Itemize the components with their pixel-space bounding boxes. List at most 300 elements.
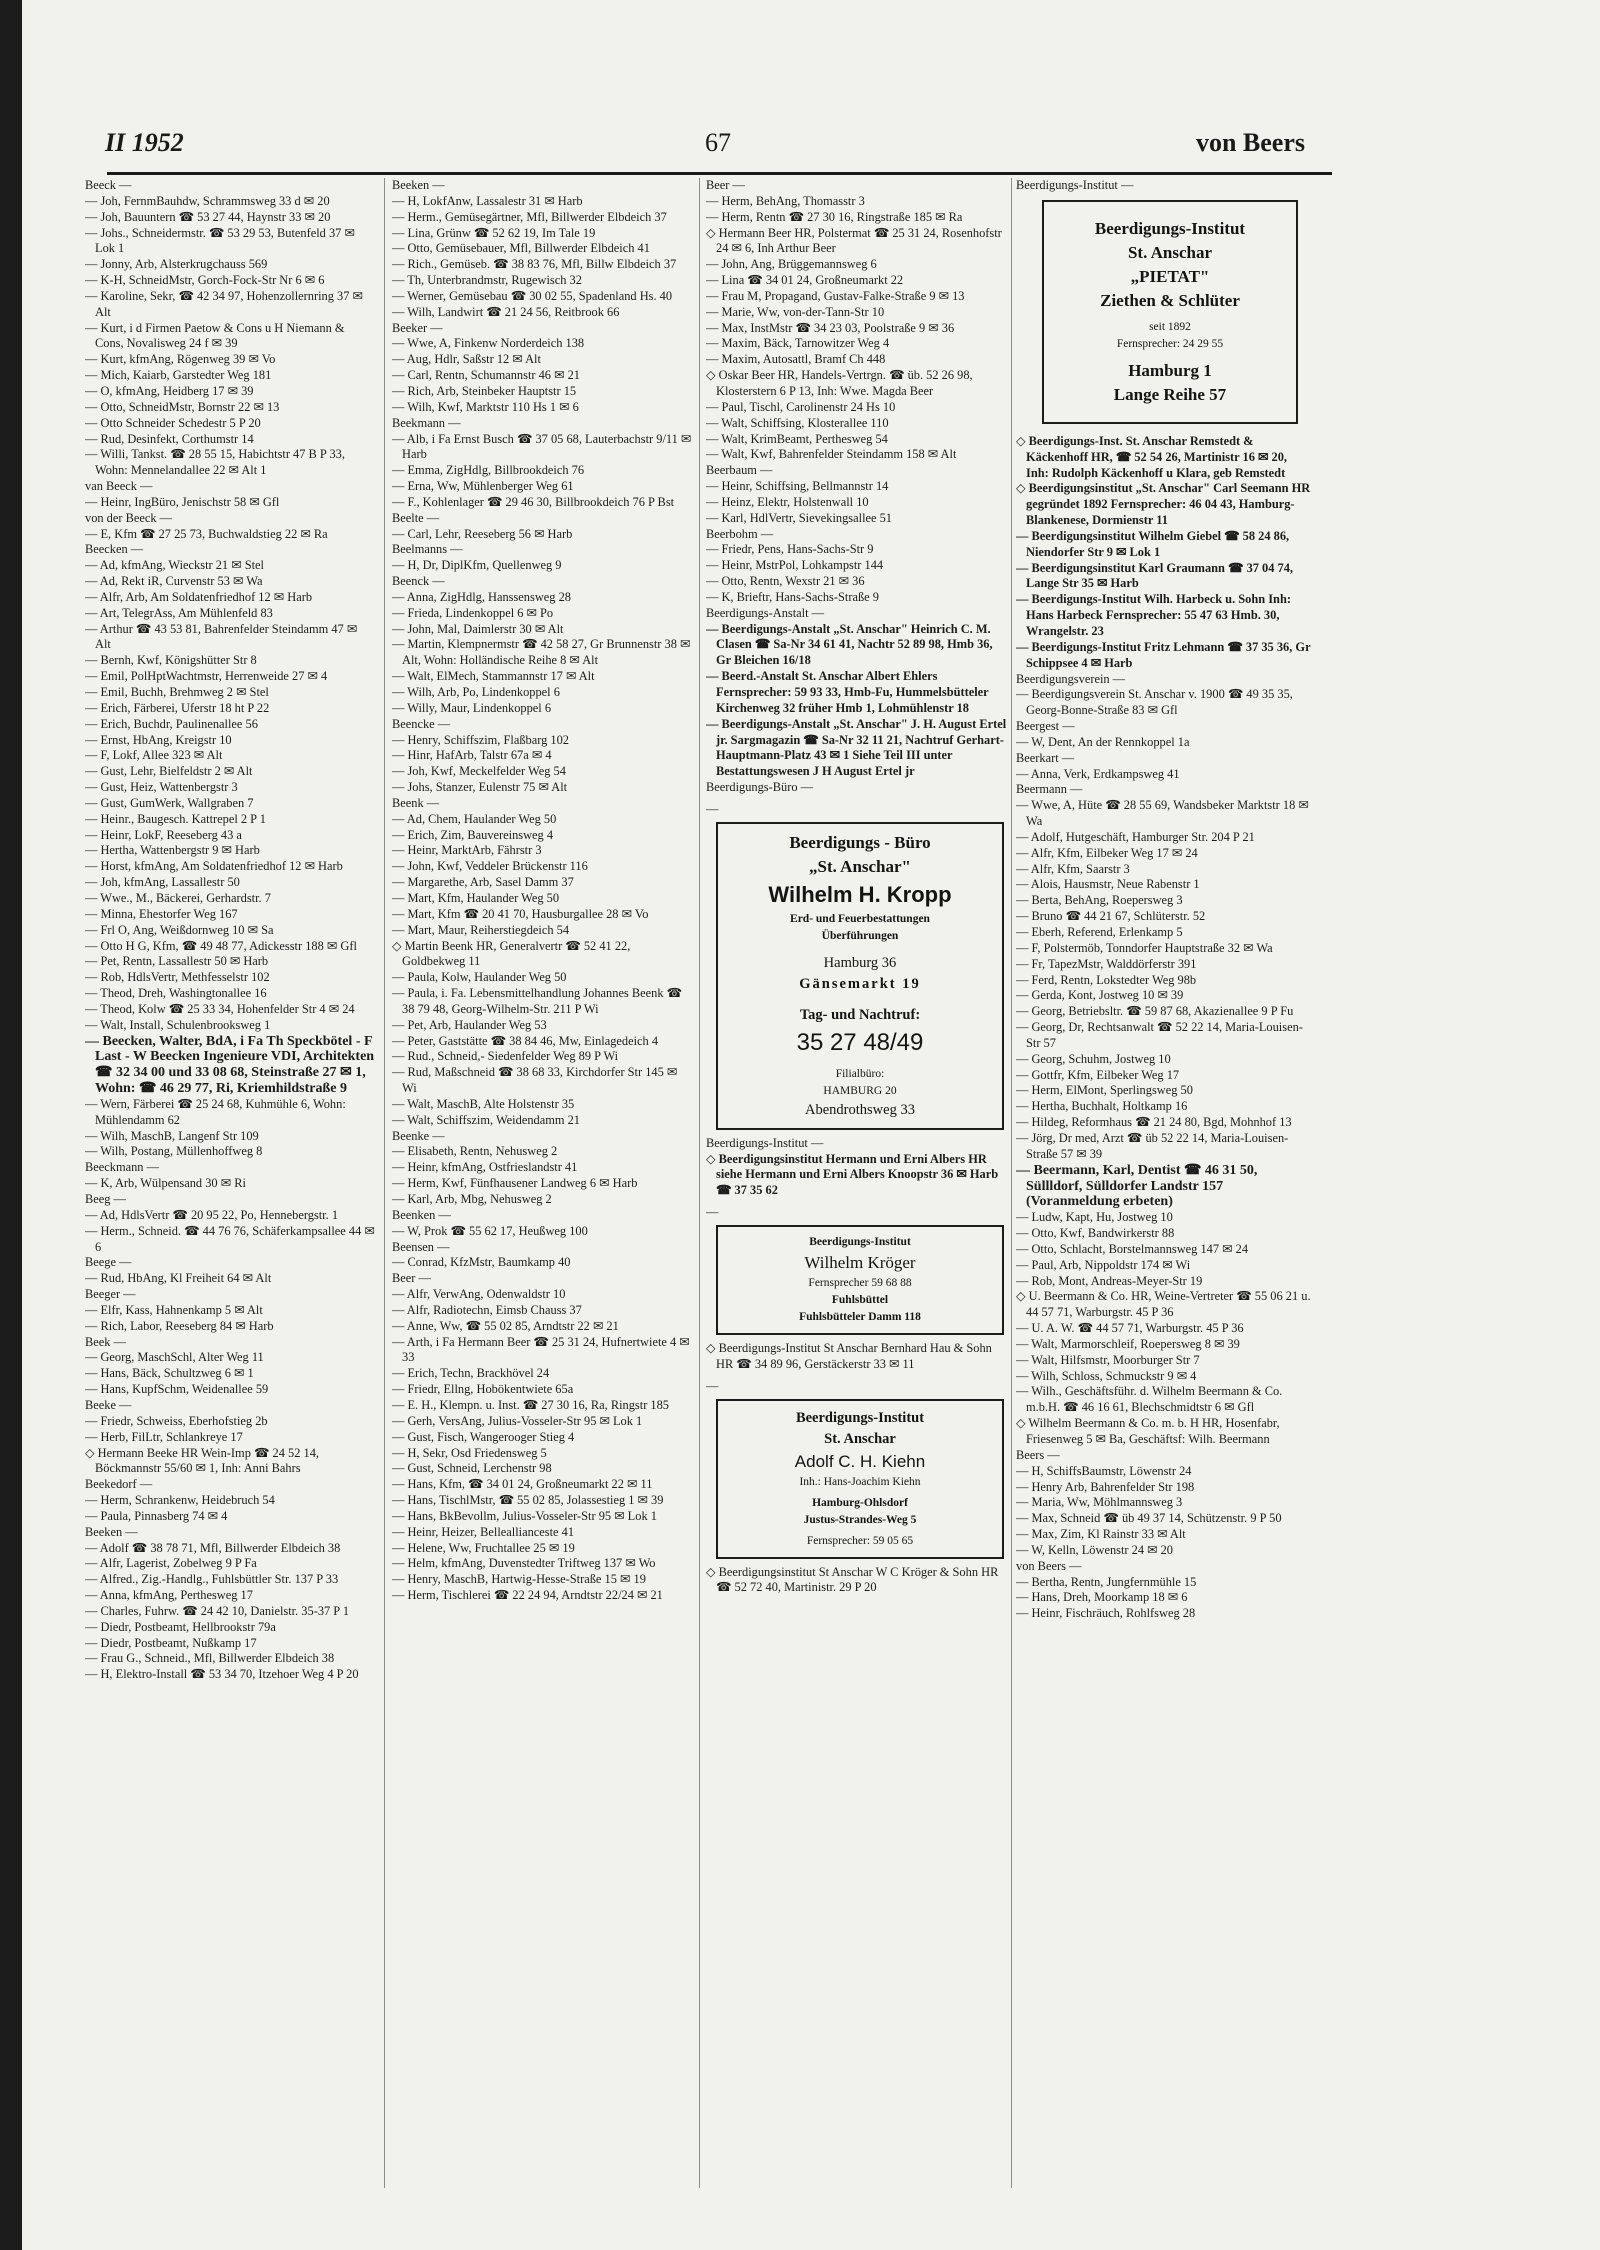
directory-entry: — Wilh, Landwirt ☎ 21 24 56, Reitbrook 66	[392, 304, 620, 319]
directory-entry: — Ad, Chem, Haulander Weg 50	[392, 811, 557, 826]
directory-entry: — Wwe, A, Finkenw Norderdeich 138	[392, 336, 585, 351]
directory-entry: — K, Brieftr, Hans-Sachs-Straße 9	[706, 589, 879, 604]
surname-heading: Beelte —	[392, 510, 440, 525]
directory-entry: — Rud, Desinfekt, Corthumstr 14	[85, 431, 254, 446]
directory-entry: — Walt, Hilfsmstr, Moorburger Str 7	[1016, 1352, 1200, 1367]
surname-heading: Beekedorf —	[85, 1477, 153, 1492]
directory-entry: — Anna, ZigHdlg, Hanssensweg 28	[392, 589, 571, 604]
directory-entry: — Beerdigungs-Institut Wilh. Harbeck u. Sohn Inh: Hans Harbeck Fernsprecher: 55 47 63 Hmb. 30, Wrangelstr. 23	[1016, 592, 1291, 638]
directory-entry: ◇ U. Beermann & Co. HR, Weine-Vertreter ☎ 55 06 21 u. 44 57 71, Warburgstr. 45 P 36	[1016, 1289, 1311, 1320]
surname-heading: Beenck —	[392, 574, 445, 589]
directory-entry: — Walt, Kwf, Bahrenfelder Steindamm 158 ✉ Alt	[706, 447, 957, 462]
directory-entry: — Herm, BehAng, Thomasstr 3	[706, 193, 865, 208]
directory-entry: — Beerdigungs-Institut Fritz Lehmann ☎ 37 35 36, Gr Schippsee 4 ✉ Harb	[1016, 639, 1311, 670]
directory-entry: — Jonny, Arb, Alsterkrugchauss 569	[85, 257, 268, 272]
column-3-entries	[706, 178, 1008, 796]
directory-entry: — Beerdigungsverein St. Anschar v. 1900 ☎ 49 35 35, Georg-Bonne-Straße 83 ✉ Gfl	[1016, 687, 1293, 718]
directory-entry: — Conrad, KfzMstr, Baumkamp 40	[392, 1255, 571, 1270]
directory-entry: — Gust, Heiz, Wattenbergstr 3	[85, 780, 238, 795]
directory-entry: — Rich., Gemüseb. ☎ 38 83 76, Mfl, Billw Elbdeich 37	[392, 257, 677, 272]
directory-entry: — Beermann, Karl, Dentist ☎ 46 31 50, Süllldorf, Sülldorfer Landstr 157 (Voranmeldung erbeten)	[1016, 1162, 1258, 1210]
directory-entry: — Hans, Bäck, Schultzweg 6 ✉ 1	[85, 1366, 254, 1381]
directory-entry: — Frau M, Propagand, Gustav-Falke-Straße 9 ✉ 13	[706, 288, 965, 303]
directory-entry: ◇ Wilhelm Beermann & Co. m. b. H HR, Hosenfabr, Friesenweg 5 ✉ Ba, Geschäftsf: Wilh. Beermann	[1016, 1416, 1280, 1446]
directory-entry: — Heinr, IngBüro, Jenischstr 58 ✉ Gfl	[85, 494, 280, 509]
directory-entry: — Willi, Tankst. ☎ 28 55 15, Habichtstr 47 B P 33, Wohn: Mennelandallee 22 ✉ Alt 1	[85, 447, 345, 478]
directory-entry: — H, SchiffsBaumstr, Löwenstr 24	[1016, 1463, 1192, 1478]
directory-entry: ◇ Hermann Beeke HR Wein-Imp ☎ 24 52 14, Böckmannstr 55/60 ✉ 1, Inh: Anni Bahrs	[85, 1445, 319, 1476]
directory-entry: — Gerh, VersAng, Julius-Vosseler-Str 95 ✉ Lok 1	[392, 1413, 643, 1428]
ad-line: Hamburg-Ohlsdorf	[812, 1496, 908, 1509]
directory-entry: — Th, Unterbrandmstr, Rugewisch 32	[392, 273, 582, 288]
directory-entry: — Frl O, Ang, Weißdornweg 10 ✉ Sa	[85, 922, 274, 937]
directory-entry: — Walt, ElMech, Stammannstr 17 ✉ Alt	[392, 669, 595, 684]
directory-entry: — Otto H G, Kfm, ☎ 49 48 77, Adickesstr 188 ✉ Gfl	[85, 938, 357, 953]
directory-entry: — Ad, Rekt iR, Curvenstr 53 ✉ Wa	[85, 574, 263, 589]
ad-line: Hamburg 1	[1128, 360, 1212, 380]
directory-entry: — Adolf, Hutgeschäft, Hamburger Str. 204 P 21	[1016, 829, 1255, 844]
ad-line: Beerdigungs - Büro	[789, 832, 931, 852]
directory-entry: — Mart, Maur, Reiherstiegdeich 54	[392, 922, 570, 937]
directory-entry: — Walt, Marmorschleif, Roepersweg 8 ✉ 39	[1016, 1336, 1240, 1351]
directory-entry: — Karl, Arb, Mbg, Nehusweg 2	[392, 1192, 552, 1206]
directory-entry: — Beerdigungsinstitut Karl Graumann ☎ 37 04 74, Lange Str 35 ✉ Harb	[1016, 560, 1294, 591]
ad-line: Inh.: Hans-Joachim Kiehn	[799, 1475, 921, 1488]
column-divider	[699, 178, 700, 2188]
directory-entry: — Gerda, Kont, Jostweg 10 ✉ 39	[1016, 988, 1184, 1003]
surname-heading: Beencke —	[392, 716, 451, 731]
surname-heading: Beermann —	[1016, 782, 1083, 797]
directory-entry: — Rob, Mont, Andreas-Meyer-Str 19	[1016, 1273, 1203, 1288]
directory-entry: — Heinz, Elektr, Holstenwall 10	[706, 494, 869, 509]
directory-entry: — Karoline, Sekr, ☎ 42 34 97, Hohenzollernring 37 ✉ Alt	[85, 288, 363, 319]
directory-entry: — Wilh, MaschB, Langenf Str 109	[85, 1128, 259, 1143]
directory-entry: — Wilh., Geschäftsführ. d. Wilhelm Beermann & Co. m.b.H. ☎ 46 16 61, Blechschmidtstr 6 ✉ Gfl	[1016, 1384, 1283, 1415]
ad-line: Tag- und Nachtruf:	[799, 1006, 921, 1023]
surname-heading: Beer —	[392, 1271, 431, 1286]
directory-entry: — Jörg, Dr med, Arzt ☎ üb 52 22 14, Maria-Louisen-Straße 57 ✉ 39	[1016, 1130, 1289, 1161]
directory-entry: — Horst, kfmAng, Am Soldatenfriedhof 12 ✉ Harb	[85, 859, 343, 874]
directory-entry: — Ludw, Kapt, Hu, Jostweg 10	[1016, 1210, 1173, 1225]
surname-heading: Beer —	[706, 178, 745, 192]
directory-entry: — Georg, MaschSchl, Alter Weg 11	[85, 1350, 264, 1365]
directory-entry: — Eberh, Referend, Erlenkamp 5	[1016, 925, 1183, 939]
directory-entry: — Wwe., M., Bäckerei, Gerhardstr. 7	[85, 890, 271, 905]
volume-year: II 1952	[105, 128, 184, 157]
surname-heading: Beeg —	[85, 1192, 126, 1206]
directory-entry: — Herm, Kwf, Fünfhausener Landweg 6 ✉ Harb	[392, 1176, 638, 1191]
directory-entry: — Minna, Ehestorfer Weg 167	[85, 906, 238, 921]
directory-entry: — Friedr, Schweiss, Eberhofstieg 2b	[85, 1413, 268, 1428]
ad-line: Filialbüro:	[835, 1067, 885, 1080]
directory-entry: — Maria, Ww, Möhlmannsweg 3	[1016, 1495, 1183, 1510]
surname-heading: Beerdigungs-Anstalt —	[706, 605, 825, 620]
directory-entry: — Emma, ZigHdlg, Billbrookdeich 76	[392, 463, 585, 478]
directory-entry: — Rud, Maßschneid ☎ 38 68 33, Kirchdorfer Str 145 ✉ Wi	[392, 1065, 678, 1096]
ad-box-kroeger	[716, 1225, 1004, 1335]
directory-entry: — H, Sekr, Osd Friedensweg 5	[392, 1445, 547, 1460]
directory-entry: — Georg, Betriebsltr. ☎ 59 87 68, Akazienallee 9 P Fu	[1016, 1004, 1294, 1019]
directory-entry: — Hans, BkBevollm, Julius-Vosseler-Str 95 ✉ Lok 1	[392, 1508, 657, 1523]
directory-entry: — Werner, Gemüsebau ☎ 30 02 55, Spadenland Hs. 40	[392, 288, 673, 303]
column-divider	[384, 178, 385, 2188]
running-head: von Beers	[1195, 128, 1305, 157]
directory-entry: — Kurt, i d Firmen Paetow & Cons u H Niemann & Cons, Novalisweg 24 f ✉ 39	[85, 320, 345, 351]
directory-entry: — Rud., Schneid,- Siedenfelder Weg 89 P Wi	[392, 1049, 619, 1064]
directory-entry: — H, Elektro-Install ☎ 53 34 70, Itzehoer Weg 4 P 20	[85, 1667, 359, 1682]
surname-heading: Beerbaum —	[706, 463, 773, 478]
directory-entry: — Heinr, MarktArb, Fährstr 3	[392, 843, 542, 858]
directory-entry: — Gottfr, Kfm, Eilbeker Weg 17	[1016, 1067, 1180, 1082]
directory-entry: — Paul, Tischl, Carolinenstr 24 Hs 10	[706, 399, 896, 414]
surname-heading: Beek —	[85, 1334, 126, 1349]
directory-entry: — Alfr, Radiotechn, Eimsb Chauss 37	[392, 1302, 582, 1317]
directory-entry: ◇ Beerdigungs-Institut St Anschar Bernhard Hau & Sohn HR ☎ 34 89 96, Gerstäckerstr 33 ✉ 11	[706, 1340, 992, 1371]
ad-line: Beerdigungs-Institut	[795, 1409, 925, 1426]
directory-entry: — Heinr, kfmAng, Ostfrieslandstr 41	[392, 1160, 578, 1175]
ad-box-kiehn	[716, 1399, 1004, 1559]
ad-line: Wilhelm Kröger	[804, 1252, 916, 1272]
directory-entry: ◇ Hermann Beer HR, Polstermat ☎ 25 31 24, Rosenhofstr 24 ✉ 6, Inh Arthur Beer	[706, 225, 1002, 256]
ad-line: Adolf C. H. Kiehn	[794, 1451, 926, 1471]
directory-entry: — John, Kwf, Veddeler Brückenstr 116	[392, 859, 588, 874]
surname-heading: von der Beeck —	[85, 510, 173, 525]
directory-entry: — Otto Schneider Schedestr 5 P 20	[85, 415, 261, 430]
directory-entry: — Wilh, Schloss, Schmuckstr 9 ✉ 4	[1016, 1368, 1197, 1383]
column-3-entries-b	[706, 1136, 1008, 1199]
directory-entry: — E. H., Klempn. u. Inst. ☎ 27 30 16, Ra, Ringstr 185	[392, 1397, 670, 1412]
ad-line: Abendrothsweg 33	[805, 1101, 915, 1118]
ad-line: St. Anschar	[824, 1430, 896, 1447]
directory-entry: ◇ Beerdigungsinstitut St Anschar W C Kröger & Sohn HR ☎ 52 72 40, Martinistr. 29 P 20	[706, 1564, 999, 1595]
surname-heading: Beerdigungs-Institut —	[706, 1135, 824, 1150]
surname-heading: von Beers —	[1016, 1558, 1082, 1573]
surname-heading: Beekmann —	[392, 415, 461, 430]
directory-entry: — Alfr, Kfm, Saarstr 3	[1016, 861, 1130, 876]
directory-entry: — Hertha, Buchhalt, Holtkamp 16	[1016, 1099, 1188, 1114]
directory-entry: — E, Kfm ☎ 27 25 73, Buchwaldstieg 22 ✉ Ra	[85, 526, 328, 541]
directory-entry: — Karl, HdlVertr, Sievekingsallee 51	[706, 510, 893, 525]
directory-entry: — Gust, Fisch, Wangerooger Stieg 4	[392, 1429, 575, 1444]
directory-entry: — Walt, MaschB, Alte Holstenstr 35	[392, 1096, 575, 1111]
directory-entry: — Erich, Buchdr, Paulinenallee 56	[85, 716, 258, 731]
directory-entry: — Carl, Rentn, Schumannstr 46 ✉ 21	[392, 368, 580, 383]
column-4-entries	[1016, 434, 1312, 1622]
directory-entry: — Henry, Schiffszim, Flaßbarg 102	[392, 732, 570, 747]
directory-entry: — Henry, MaschB, Hartwig-Hesse-Straße 15 ✉ 19	[392, 1572, 646, 1587]
directory-entry: — Friedr, Pens, Hans-Sachs-Str 9	[706, 542, 874, 557]
surname-heading: Beergest —	[1016, 719, 1075, 734]
directory-entry: — Kurt, kfmAng, Rögenweg 39 ✉ Vo	[85, 352, 276, 367]
ad-line: „PIETAT"	[1130, 266, 1210, 286]
directory-entry: — Alfr, Arb, Am Soldatenfriedhof 12 ✉ Harb	[85, 589, 313, 604]
directory-entry: — Heinr., Baugesch. Kattrepel 2 P 1	[85, 811, 266, 826]
ad-line: Gänsemarkt 19	[799, 975, 921, 992]
directory-entry: — Walt, KrimBeamt, Perthesweg 54	[706, 431, 888, 446]
directory-entry: — Beerdigungs-Anstalt „St. Anschar" Heinrich C. M. Clasen ☎ Sa-Nr 34 61 41, Nachtr 52 89 98, Hmb 36, Gr Bleichen 16/18	[706, 621, 993, 668]
directory-entry: — Rob, HdlsVertr, Methfesselstr 102	[85, 970, 270, 985]
directory-entry: — Maxim, Bäck, Tarnowitzer Weg 4	[706, 336, 890, 351]
directory-entry: — Erich, Techn, Brackhövel 24	[392, 1366, 550, 1381]
directory-entry: — Alfred., Zig.-Handlg., Fuhlsbüttler Str. 137 P 33	[85, 1572, 339, 1587]
ad-line: Wilhelm H. Kropp	[768, 881, 952, 907]
surname-heading: Beenken —	[392, 1207, 451, 1222]
directory-entry: ◇ Beerdigungsinstitut „St. Anschar" Carl Seemann HR gegründet 1892 Fernsprecher: 46 04 43, Hamburg-Blankenese, Dormienstr 11	[1016, 481, 1311, 528]
directory-entry: ◇ Martin Beenk HR, Generalvertr ☎ 52 41 22, Goldbekweg 11	[392, 938, 631, 969]
surname-heading: Beelmanns —	[392, 542, 463, 557]
surname-heading: Beerdigungs-Büro —	[706, 780, 814, 795]
directory-entry: — Walt, Install, Schulenbrooksweg 1	[85, 1017, 271, 1032]
directory-entry: — Gust, Lehr, Bielfeldstr 2 ✉ Alt	[85, 764, 253, 779]
directory-entry: — Wilh, Arb, Po, Lindenkoppel 6	[392, 685, 560, 699]
directory-entry: ◇ Oskar Beer HR, Handels-Vertrgn. ☎ üb. 52 26 98, Klosterstern 6 P 13, Inh: Wwe. Magda Beer	[706, 368, 973, 398]
directory-entry: — Mart, Kfm ☎ 20 41 70, Hausburgallee 28 ✉ Vo	[392, 906, 649, 921]
directory-entry: — Arth, i Fa Hermann Beer ☎ 25 31 24, Hufnertwiete 4 ✉ 33	[392, 1334, 690, 1365]
directory-entry: — Emil, Buchh, Brehmweg 2 ✉ Stel	[85, 685, 269, 699]
page-header	[85, 122, 1325, 160]
directory-entry: — Rud, HbAng, Kl Freiheit 64 ✉ Alt	[85, 1271, 272, 1286]
ad-line: Hamburg 36	[823, 954, 897, 971]
column-2	[392, 178, 693, 2188]
entry-dash: —	[706, 1205, 719, 1220]
directory-entry: — Wern, Färberei ☎ 25 24 68, Kuhmühle 6, Wohn: Mühlendamm 62	[85, 1096, 346, 1127]
directory-entry: — F, Lokf, Allee 323 ✉ Alt	[85, 748, 223, 763]
surname-heading: Beerbohm —	[706, 526, 774, 541]
directory-entry: — Carl, Lehr, Reeseberg 56 ✉ Harb	[392, 526, 573, 541]
ad-line: Fuhlsbütteler Damm 118	[799, 1310, 921, 1323]
directory-entry: — K-H, SchneidMstr, Gorch-Fock-Str Nr 6 ✉ 6	[85, 273, 325, 288]
directory-entry: — Mart, Kfm, Haulander Weg 50	[392, 890, 560, 905]
directory-entry: — Art, TelegrAss, Am Mühlenfeld 83	[85, 605, 273, 620]
directory-entry: ◇ Beerdigungs-Inst. St. Anschar Remstedt & Käckenhoff HR, ☎ 52 54 26, Martinistr 16 ✉ 20, Inh: Rudolph Käckenhoff u Klara, geb Remstedt	[1016, 433, 1287, 480]
ad-line: „St. Anschar"	[808, 856, 911, 876]
column-divider	[1011, 178, 1012, 2188]
ad-line: Beerdigungs-Institut	[1094, 218, 1246, 238]
directory-entry: — Ad, HdlsVertr ☎ 20 95 22, Po, Hennebergstr. 1	[85, 1207, 339, 1222]
directory-entry: — Wilh, Kwf, Marktstr 110 Hs 1 ✉ 6	[392, 399, 579, 414]
column-3-entries-c	[706, 1341, 1008, 1373]
directory-entry: — Joh, kfmAng, Lassallestr 50	[85, 875, 240, 890]
header-rule	[107, 172, 1332, 175]
directory-entry: — Anna, Verk, Erdkampsweg 41	[1016, 766, 1180, 781]
directory-entry: — Beerdigungsinstitut Wilhelm Giebel ☎ 58 24 86, Niendorfer Str 9 ✉ Lok 1	[1016, 528, 1290, 559]
directory-entry: — F, Polstermöb, Tonndorfer Hauptstraße 32 ✉ Wa	[1016, 940, 1273, 955]
directory-entry: — Heinr, LokF, Reeseberg 43 a	[85, 827, 242, 842]
surname-heading: Beeke —	[85, 1397, 132, 1412]
directory-entry: — Beerdigungs-Anstalt „St. Anschar" J. H. August Ertel jr. Sargmagazin ☎ Sa-Nr 32 11 21, Nachtruf Gerhart-Hauptmann-Platz 43 ✉ 1 Siehe Teil III unter Bestattungswesen J H August Ertel jr	[706, 716, 1007, 779]
directory-entry: — Pet, Arb, Haulander Weg 53	[392, 1017, 547, 1032]
surname-heading: Beeger —	[85, 1287, 136, 1302]
surname-heading: van Beeck —	[85, 479, 153, 494]
ad-line: HAMBURG 20	[823, 1084, 897, 1097]
directory-entry: — Wilh, Postang, Müllenhoffweg 8	[85, 1144, 263, 1159]
directory-entry: — Herm, ElMont, Sperlingsweg 50	[1016, 1083, 1193, 1098]
directory-entry: — W, Dent, An der Rennkoppel 1a	[1016, 734, 1190, 749]
directory-entry: — Herm, Tischlerei ☎ 22 24 94, Arndtstr 22/24 ✉ 21	[392, 1588, 663, 1603]
directory-entry: — H, Dr, DiplKfm, Quellenweg 9	[392, 558, 562, 573]
directory-entry: — K, Arb, Wülpensand 30 ✉ Ri	[85, 1176, 246, 1191]
directory-entry: — Friedr, Ellng, Hobökentwiete 65a	[392, 1382, 574, 1397]
directory-entry: — Herm., Schneid. ☎ 44 76 76, Schäferkampsallee 44 ✉ 6	[85, 1223, 375, 1254]
directory-entry: — John, Ang, Brüggemannsweg 6	[706, 257, 877, 272]
surname-heading: Beege —	[85, 1255, 132, 1270]
directory-entry: — Walt, Schiffsing, Klosterallee 110	[706, 415, 889, 430]
directory-entry: — Peter, Gaststätte ☎ 38 84 46, Mw, Einlagedeich 4	[392, 1033, 659, 1048]
ad-line: seit 1892	[1149, 320, 1191, 333]
directory-entry: — Joh, Kwf, Meckelfelder Weg 54	[392, 764, 566, 779]
directory-entry: — Herm, Rentn ☎ 27 30 16, Ringstraße 185 ✉ Ra	[706, 209, 963, 224]
directory-entry: — Rich, Arb, Steinbeker Hauptstr 15	[392, 383, 577, 398]
directory-entry: — Ad, kfmAng, Wieckstr 21 ✉ Stel	[85, 558, 264, 573]
directory-entry: — Margarethe, Arb, Sasel Damm 37	[392, 875, 574, 890]
ad-line: Erd- und Feuerbestattungen	[790, 912, 930, 925]
directory-entry: — Paula, Pinnasberg 74 ✉ 4	[85, 1508, 228, 1523]
directory-entry: — Lina ☎ 34 01 24, Großneumarkt 22	[706, 273, 904, 288]
column-3	[706, 178, 1008, 2188]
directory-entry: — Anne, Ww, ☎ 55 02 85, Arndtstr 22 ✉ 21	[392, 1318, 619, 1333]
directory-entry: — Herb, FilLtr, Schlankreye 17	[85, 1429, 243, 1444]
directory-entry: — Helene, Ww, Fruchtallee 25 ✉ 19	[392, 1540, 575, 1555]
directory-entry: — Charles, Fuhrw. ☎ 24 42 10, Danielstr. 35-37 P 1	[85, 1603, 350, 1618]
ad-line: Lange Reihe 57	[1113, 384, 1227, 404]
ad-box-kropp	[716, 822, 1004, 1130]
directory-entry: — Otto, SchneidMstr, Bornstr 22 ✉ 13	[85, 399, 280, 414]
directory-entry: — Erich, Zim, Bauvereinsweg 4	[392, 827, 554, 842]
directory-entry: — Heinr, Schiffsing, Bellmannstr 14	[706, 479, 889, 494]
directory-entry: — Martin, Klempnermstr ☎ 42 58 27, Gr Brunnenstr 38 ✉ Alt, Wohn: Holländische Reihe 8 ✉ Alt	[392, 637, 691, 668]
directory-entry: — W, Prok ☎ 55 62 17, Heußweg 100	[392, 1223, 588, 1238]
directory-entry: — Otto, Kwf, Bandwirkerstr 88	[1016, 1226, 1175, 1241]
directory-entry: — Joh, FernmBauhdw, Schrammsweg 33 d ✉ 20	[85, 193, 330, 208]
directory-entry: — Aug, Hdlr, Saßstr 12 ✉ Alt	[392, 352, 541, 367]
ad-line: Fernsprecher: 24 29 55	[1116, 337, 1224, 350]
column-1	[85, 178, 375, 2188]
surname-heading: Beeckmann —	[85, 1160, 159, 1175]
directory-entry: — Bernh, Kwf, Königshütter Str 8	[85, 653, 257, 668]
directory-entry: — Alfr, Kfm, Eilbeker Weg 17 ✉ 24	[1016, 845, 1198, 860]
directory-entry: — Frau G., Schneid., Mfl, Billwerder Elbdeich 38	[85, 1651, 335, 1666]
directory-entry: — Georg, Dr, Rechtsanwalt ☎ 52 22 14, Maria-Louisen-Str 57	[1016, 1020, 1303, 1050]
surname-heading: Beenke —	[392, 1128, 445, 1143]
directory-entry: — Rich, Labor, Reeseberg 84 ✉ Harb	[85, 1318, 274, 1333]
directory-entry: — Frieda, Lindenkoppel 6 ✉ Po	[392, 605, 554, 620]
page-number: 67	[705, 128, 731, 157]
ad-phone: 35 27 48/49	[796, 1028, 924, 1056]
directory-entry: — Gust, Schneid, Lerchenstr 98	[392, 1461, 552, 1476]
directory-entry: — Diedr, Postbeamt, Nußkamp 17	[85, 1635, 257, 1650]
directory-entry: — Paula, i. Fa. Lebensmittelhandlung Johannes Beenk ☎ 38 79 48, Georg-Wilhelm-Str. 211 P Wi	[392, 986, 683, 1016]
entry-dash: —	[706, 1378, 719, 1393]
directory-entry: — Hans, TischlMstr, ☎ 55 02 85, Jolassestieg 1 ✉ 39	[392, 1493, 664, 1508]
surname-heading: Beers —	[1016, 1447, 1060, 1462]
directory-entry: — H, LokfAnw, Lassalestr 31 ✉ Harb	[392, 193, 583, 208]
directory-entry: — Pet, Rentn, Lassallestr 50 ✉ Harb	[85, 954, 269, 969]
directory-entry: — Alois, Hausmstr, Neue Rabenstr 1	[1016, 877, 1200, 892]
surname-heading: Beeken —	[392, 178, 445, 192]
directory-entry: — Arthur ☎ 43 53 81, Bahrenfelder Steindamm 47 ✉ Alt	[85, 621, 358, 652]
ad-line: Fernsprecher 59 68 88	[808, 1276, 912, 1289]
surname-heading: Beeken —	[85, 1524, 138, 1539]
directory-entry: — Fr, TapezMstr, Walddörferstr 391	[1016, 956, 1197, 971]
directory-entry: — W, Kelln, Löwenstr 24 ✉ 20	[1016, 1542, 1173, 1557]
surname-heading: Beecken —	[85, 542, 144, 557]
directory-entry: — Beecken, Walter, BdA, i Fa Th Speckbötel - F Last - W Beecken Ingenieure VDI, Architekten ☎ 32 34 00 und 33 08 68, Steinstraße 27 ✉ 1, Wohn: ☎ 46 29 77, Ri, Kriemhildstraße 9	[85, 1033, 375, 1097]
directory-entry: — Otto, Gemüsebauer, Mfl, Billwerder Elbdeich 41	[392, 241, 650, 256]
ad-line: Fernsprecher: 59 05 65	[806, 1534, 914, 1547]
directory-entry: — Willy, Maur, Lindenkoppel 6	[392, 700, 552, 715]
entry-dash: —	[706, 801, 719, 816]
directory-entry: — Joh, Bauuntern ☎ 53 27 44, Haynstr 33 ✉ 20	[85, 209, 331, 224]
directory-entry: — Diedr, Postbeamt, Hellbrookstr 79a	[85, 1619, 276, 1634]
directory-entry: — Johs., Schneidermstr. ☎ 53 29 53, Butenfeld 37 ✉ Lok 1	[85, 225, 355, 256]
directory-entry: — Heinr, Heizer, Belleallianceste 41	[392, 1524, 575, 1539]
directory-entry: — Alfr, Lagerist, Zobelweg 9 P Fa	[85, 1556, 257, 1571]
directory-entry: — Maxim, Autosattl, Bramf Ch 448	[706, 352, 886, 367]
directory-entry: — Mich, Kaiarb, Garstedter Weg 181	[85, 368, 272, 383]
directory-entry: — Theod, Dreh, Washingtonallee 16	[85, 986, 267, 1001]
directory-entry: — Hans, Kfm, ☎ 34 01 24, Großneumarkt 22 ✉ 11	[392, 1477, 653, 1492]
directory-entry: — Hinr, HafArb, Talstr 67a ✉ 4	[392, 748, 552, 763]
surname-heading: Beeker —	[392, 320, 443, 335]
directory-entry: — Alb, i Fa Ernst Busch ☎ 37 05 68, Lauterbachstr 9/11 ✉ Harb	[392, 431, 692, 462]
column-4	[1016, 178, 1312, 2188]
directory-entry: — Heinr, Fischräuch, Rohlfsweg 28	[1016, 1606, 1196, 1621]
directory-entry: — Ferd, Rentn, Lokstedter Weg 98b	[1016, 972, 1197, 987]
surname-heading: Beerdigungs-Institut —	[1016, 178, 1134, 192]
directory-entry: — Helm, kfmAng, Duvenstedter Triftweg 137 ✉ Wo	[392, 1556, 656, 1571]
directory-entry: — Herm., Gemüsegärtner, Mfl, Billwerder Elbdeich 37	[392, 209, 667, 224]
book-binding	[0, 0, 22, 2250]
directory-entry: — Otto, Rentn, Wexstr 21 ✉ 36	[706, 574, 865, 589]
directory-entry: — Walt, Schiffszim, Weidendamm 21	[392, 1112, 580, 1127]
directory-entry: — Henry Arb, Bahrenfelder Str 198	[1016, 1479, 1195, 1494]
directory-entry: — Max, Schneid ☎ üb 49 37 14, Schützenstr. 9 P 50	[1016, 1511, 1282, 1526]
directory-entry: — Theod, Kolw ☎ 25 33 34, Hohenfelder Str 4 ✉ 24	[85, 1001, 355, 1016]
ad-box-pietat	[1042, 200, 1298, 424]
surname-heading: Beeck —	[85, 178, 132, 192]
ad-line: Ziethen & Schlüter	[1100, 290, 1240, 310]
ad-line: Justus-Strandes-Weg 5	[803, 1513, 917, 1526]
surname-heading: Beerkart —	[1016, 750, 1075, 765]
surname-heading: Beenk —	[392, 795, 440, 810]
directory-entry: — Berta, BehAng, Roepersweg 3	[1016, 893, 1183, 908]
directory-entry: — Ernst, HbAng, Kreigstr 10	[85, 732, 232, 747]
directory-entry: — Anna, kfmAng, Perthesweg 17	[85, 1588, 253, 1603]
directory-entry: — Emil, PolHptWachtmstr, Herrenweide 27 ✉ 4	[85, 669, 328, 684]
directory-entry: — Heinr, MstrPol, Lohkampstr 144	[706, 558, 884, 573]
directory-entry: — Elfr, Kass, Hahnenkamp 5 ✉ Alt	[85, 1302, 263, 1317]
directory-entry: — Herm, Schrankenw, Heidebruch 54	[85, 1493, 275, 1508]
directory-entry: — Marie, Ww, von-der-Tann-Str 10	[706, 304, 885, 319]
directory-entry: — Hans, KupfSchm, Weidenallee 59	[85, 1382, 269, 1397]
directory-entry: — Gust, GumWerk, Wallgraben 7	[85, 795, 254, 810]
directory-entry: — Bruno ☎ 44 21 67, Schlüterstr. 52	[1016, 909, 1206, 924]
directory-entry: ◇ Beerdigungsinstitut Hermann und Erni Albers HR siehe Hermann und Erni Albers Knoopstr 36 ✉ Harb ☎ 37 35 62	[706, 1151, 999, 1198]
directory-entry: — Wwe, A, Hüte ☎ 28 55 69, Wandsbeker Marktstr 18 ✉ Wa	[1016, 798, 1309, 829]
directory-entry: — Beerd.-Anstalt St. Anschar Albert Ehlers Fernsprecher: 59 93 33, Hmb-Fu, Hummelsbütteler Kirchenweg 32 früher Hmb 1, Lohmühlenstr 18	[706, 669, 989, 715]
directory-entry: — Erna, Ww, Mühlenberger Weg 61	[392, 479, 574, 494]
column-3-entries-d	[706, 1565, 1008, 1597]
directory-entry: — Hans, Dreh, Moorkamp 18 ✉ 6	[1016, 1590, 1188, 1605]
directory-entry: — Elisabeth, Rentn, Nehusweg 2	[392, 1144, 558, 1159]
column-4-top	[1016, 178, 1312, 194]
surname-heading: Beerdigungsverein —	[1016, 671, 1126, 686]
directory-entry: — Max, Zim, Kl Rainstr 33 ✉ Alt	[1016, 1527, 1186, 1542]
directory-entry: — Paula, Kolw, Haulander Weg 50	[392, 970, 567, 985]
directory-entry: — U. A. W. ☎ 44 57 71, Warburgstr. 45 P 36	[1016, 1321, 1244, 1336]
ad-line: Beerdigungs-Institut	[809, 1235, 911, 1248]
directory-entry: — Hildeg, Reformhaus ☎ 21 24 80, Bgd, Mohnhof 13	[1016, 1115, 1292, 1130]
